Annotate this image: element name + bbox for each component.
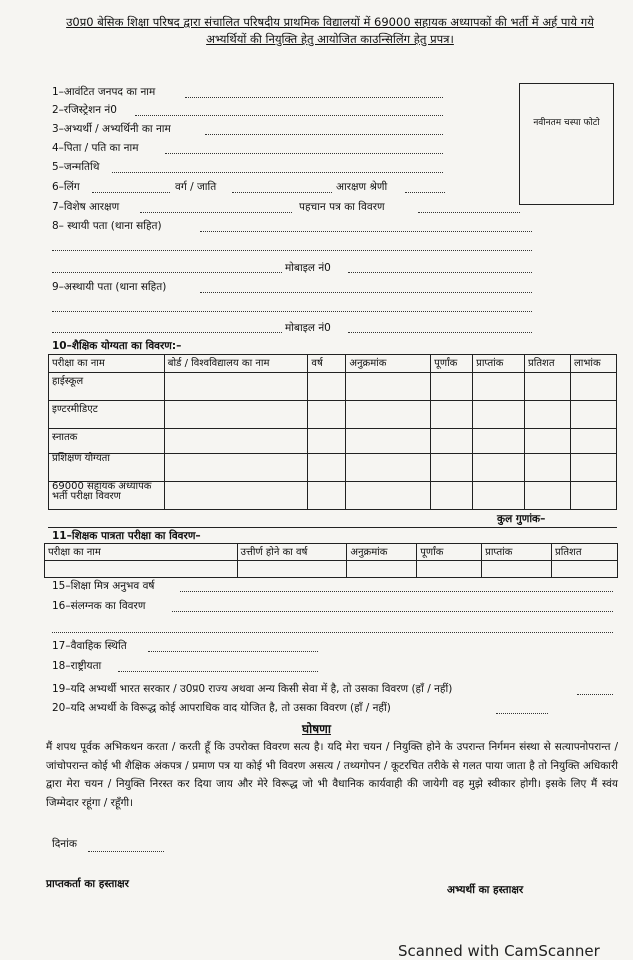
field-marital-label: 17–वैवाहिक स्थिति bbox=[52, 640, 127, 652]
receiver-signature-label: प्राप्तकर्ता का हस्ताक्षर bbox=[46, 878, 129, 890]
field-dob-line[interactable] bbox=[112, 172, 443, 173]
scanner-watermark: Scanned with CamScanner bbox=[398, 942, 600, 960]
field-nationality-label: 18–राष्ट्रीयता bbox=[52, 660, 102, 672]
declaration-text: मैं शपथ पूर्वक अभिकथन करता / करती हूँ कि उपरोक्त विवरण सत्य है। यदि मेरा चयन / नियुक्ति होने के उपरान्त निर्गमन संस्था से सत्यापनोपरान्त / जांचोपरान्त कोई भी शैक्षिक अंकपत्र / प्रमाण पत्र या कोई भी विवरण असत्य / तथ्यगोपन / कूटरचित तरीके से गलत पाया जाता है तो नियुक्ति अधिकारी द्वारा मेरा चयन / नियुक्ति निरस्त कर दिया जाय और मेरे विरूद्ध जो भी वैधानिक कार्यवाही की जायेगी वह मुझे स्वीकार होगी। इसके लिए मैं स्वंय जिम्मेदार रहूंगा / रहूँगी। bbox=[46, 741, 618, 809]
photo-box bbox=[519, 83, 614, 205]
tet-header-passyear: उत्तीर्ण होने का वर्ष bbox=[237, 544, 347, 561]
edu-total-label: कुल गुणांक– bbox=[497, 513, 546, 525]
tet-section-title: 11–शिक्षक पात्रता परीक्षा का विवरण– bbox=[52, 530, 201, 542]
divider bbox=[48, 527, 617, 528]
field-attachments-label: 16–संलग्नक का विवरण bbox=[52, 600, 146, 612]
field-mobile2-label: मोबाइल नं0 bbox=[285, 322, 331, 334]
field-marital-line[interactable] bbox=[148, 651, 318, 652]
edu-header-maxmarks: पूर्णांक bbox=[431, 355, 473, 373]
table-row bbox=[49, 429, 617, 454]
field-mobile1-line[interactable] bbox=[348, 272, 532, 273]
date-label: दिनांक bbox=[52, 838, 77, 850]
tet-header-percent: प्रतिशत bbox=[552, 544, 618, 561]
field-mobile1-label: मोबाइल नं0 bbox=[285, 262, 331, 274]
table-row bbox=[49, 482, 617, 510]
field-shiksha-mitra-label: 15–शिक्षा मित्र अनुभव वर्ष bbox=[52, 580, 155, 592]
edu-row-label: इण्टरमीडिएट bbox=[49, 401, 165, 429]
form-heading: उ0प्र0 बेसिक शिक्षा परिषद द्वारा संचालित परिषदीय प्राथमिक विद्यालयों में 69000 सहायक अध्यापकों की भर्ती में अर्ह पाये गये अभ्यर्थियों की नियुक्ति हेतु आयोजित काउन्सिलिंग हेतु प्रपत्र। bbox=[66, 15, 594, 46]
tet-header-maxmarks: पूर्णांक bbox=[417, 544, 482, 561]
edu-header-board: बोर्ड / विश्वविद्यालय का नाम bbox=[164, 355, 308, 373]
field-criminal-case-label: 20–यदि अभ्यर्थी के विरूद्ध कोई आपराधिक वाद योजित है, तो उसका विवरण (हाँ / नहीं) bbox=[52, 702, 391, 714]
edu-header-year: वर्ष bbox=[308, 355, 346, 373]
edu-row-label: प्रशिक्षण योग्यता bbox=[49, 454, 165, 482]
field-service-line[interactable] bbox=[577, 694, 613, 695]
edu-table bbox=[48, 354, 617, 510]
field-father-name-line[interactable] bbox=[165, 153, 443, 154]
edu-row-label: हाईस्कूल bbox=[49, 373, 165, 401]
candidate-signature-label: अभ्यर्थी का हस्ताक्षर bbox=[447, 884, 524, 896]
photo-box-label: नवीनतम चस्पा फोटो bbox=[533, 118, 600, 128]
field-id-proof-label: पहचान पत्र का विवरण bbox=[299, 201, 385, 213]
table-row bbox=[49, 401, 617, 429]
tet-header-rollno: अनुक्रमांक bbox=[347, 544, 417, 561]
field-reservation-line[interactable] bbox=[405, 192, 445, 193]
edu-section-title: 10–शैक्षिक योग्यता का विवरण:– bbox=[52, 340, 182, 352]
field-district-line[interactable] bbox=[185, 97, 443, 98]
field-mobile2-line[interactable] bbox=[348, 332, 532, 333]
field-permanent-address-line-1[interactable] bbox=[200, 231, 532, 232]
field-temp-address-line-2[interactable] bbox=[52, 311, 532, 312]
field-id-proof-line[interactable] bbox=[418, 212, 520, 213]
edu-header-percent: प्रतिशत bbox=[525, 355, 571, 373]
tet-table bbox=[44, 543, 618, 578]
field-criminal-case-line[interactable] bbox=[496, 713, 548, 714]
field-shiksha-mitra-line[interactable] bbox=[180, 591, 613, 592]
field-registration-line[interactable] bbox=[135, 115, 443, 116]
tet-header-exam: परीक्षा का नाम bbox=[45, 544, 238, 561]
field-dob-label: 5–जन्मतिथि bbox=[52, 161, 100, 173]
field-permanent-address-label: 8– स्थायी पता (थाना सहित) bbox=[52, 220, 162, 232]
edu-header-weightage: लाभांक bbox=[571, 355, 617, 373]
date-line[interactable] bbox=[88, 851, 164, 852]
table-row bbox=[45, 561, 618, 578]
field-special-reservation-label: 7–विशेष आरक्षण bbox=[52, 201, 120, 213]
edu-header-exam: परीक्षा का नाम bbox=[49, 355, 165, 373]
tet-header-row bbox=[45, 544, 618, 561]
field-service-label: 19–यदि अभ्यर्थी भारत सरकार / उ0प्र0 राज्य अथवा अन्य किसी सेवा में है, तो उसका विवरण (हाँ / नहीं) bbox=[52, 683, 453, 695]
field-attachments-line-1[interactable] bbox=[172, 611, 613, 612]
field-caste-line[interactable] bbox=[232, 192, 332, 193]
field-caste-label: वर्ग / जाति bbox=[175, 181, 217, 193]
field-permanent-address-line-2[interactable] bbox=[52, 250, 532, 251]
edu-row-label: 69000 सहायक अध्यापक भर्ती परीक्षा विवरण bbox=[49, 482, 165, 510]
field-father-name-label: 4–पिता / पति का नाम bbox=[52, 142, 139, 154]
edu-header-obtained: प्राप्तांक bbox=[473, 355, 525, 373]
edu-header-rollno: अनुक्रमांक bbox=[346, 355, 431, 373]
field-temp-address-label: 9–अस्थायी पता (थाना सहित) bbox=[52, 281, 167, 293]
field-attachments-line-2[interactable] bbox=[52, 632, 613, 633]
field-district-label: 1–आवंटित जनपद का नाम bbox=[52, 86, 156, 98]
field-temp-address-line-3[interactable] bbox=[52, 332, 282, 333]
field-permanent-address-line-3[interactable] bbox=[52, 272, 282, 273]
field-gender-line[interactable] bbox=[92, 192, 170, 193]
tet-header-obtained: प्राप्तांक bbox=[482, 544, 552, 561]
field-candidate-name-line[interactable] bbox=[205, 134, 443, 135]
table-row bbox=[49, 373, 617, 401]
edu-header-row bbox=[49, 355, 617, 373]
table-row bbox=[49, 454, 617, 482]
field-reservation-label: आरक्षण श्रेणी bbox=[336, 181, 388, 193]
edu-row-label: स्नातक bbox=[49, 429, 165, 454]
field-gender-label: 6–लिंग bbox=[52, 181, 80, 193]
field-temp-address-line-1[interactable] bbox=[200, 292, 532, 293]
field-special-reservation-line[interactable] bbox=[140, 212, 292, 213]
declaration-title: घोषणा bbox=[302, 722, 331, 736]
field-registration-label: 2–रजिस्ट्रेशन नं0 bbox=[52, 104, 117, 116]
field-nationality-line[interactable] bbox=[118, 671, 318, 672]
field-candidate-name-label: 3–अभ्यर्थी / अभ्यर्थिनी का नाम bbox=[52, 123, 171, 135]
